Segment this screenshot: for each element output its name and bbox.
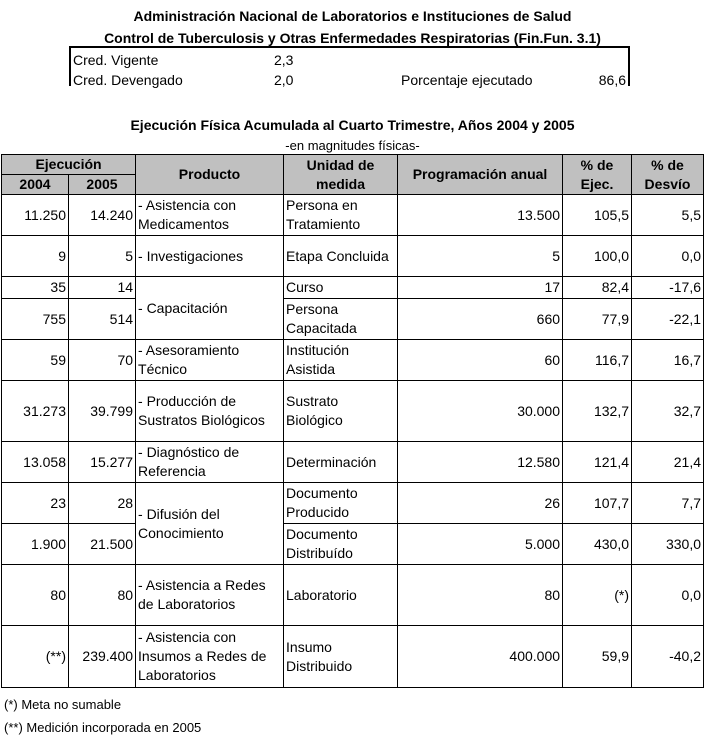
- cell-unidad: Insumo Distribuido: [284, 626, 398, 688]
- cell-producto: - Diagnóstico de Referencia: [136, 442, 284, 483]
- cell-2004: 13.058: [2, 442, 69, 483]
- credit-vigente-value: 2,3: [274, 52, 294, 68]
- cell-2005: 239.400: [69, 626, 136, 688]
- header-producto: Producto: [136, 155, 284, 195]
- cell-pct-ejec: 100,0: [563, 236, 632, 277]
- cell-programacion: 400.000: [398, 626, 563, 688]
- cell-pct-desvio: 0,0: [632, 236, 704, 277]
- cell-pct-desvio: 5,5: [632, 195, 704, 236]
- cell-pct-desvio: 0,0: [632, 565, 704, 626]
- cell-unidad: Curso: [284, 277, 398, 299]
- header-ejecucion: Ejecución: [2, 155, 136, 175]
- header-year-2005: 2005: [69, 175, 136, 195]
- cell-pct-ejec: 121,4: [563, 442, 632, 483]
- footnote-meta-no-sumable: (*) Meta no sumable: [4, 697, 122, 712]
- cell-producto: - Producción de Sustratos Biológicos: [136, 381, 284, 442]
- cell-producto: - Asistencia con Medicamentos: [136, 195, 284, 236]
- header-pct-ejec: % de Ejec.: [563, 155, 632, 195]
- cell-producto: - Capacitación: [136, 277, 284, 340]
- cell-pct-ejec: 59,9: [563, 626, 632, 688]
- cell-programacion: 660: [398, 299, 563, 340]
- cell-pct-ejec: 430,0: [563, 524, 632, 565]
- table-row: [2, 524, 704, 565]
- cell-programacion: 5.000: [398, 524, 563, 565]
- cell-2004: 80: [2, 565, 69, 626]
- credit-vigente-label: Cred. Vigente: [73, 52, 159, 68]
- cell-pct-ejec: 105,5: [563, 195, 632, 236]
- table-row: [2, 299, 704, 340]
- cell-pct-ejec: 132,7: [563, 381, 632, 442]
- cell-pct-desvio: -22,1: [632, 299, 704, 340]
- cell-2005: 70: [69, 340, 136, 381]
- cell-programacion: 60: [398, 340, 563, 381]
- cell-pct-desvio: 7,7: [632, 483, 704, 524]
- cell-2004: 1.900: [2, 524, 69, 565]
- section-subtitle: -en magnitudes físicas-: [285, 138, 420, 153]
- cell-pct-ejec: 107,7: [563, 483, 632, 524]
- cell-2004: 23: [2, 483, 69, 524]
- cell-2004: (**): [2, 626, 69, 688]
- table-row: [2, 236, 704, 277]
- cell-programacion: 5: [398, 236, 563, 277]
- cell-2005: 15.277: [69, 442, 136, 483]
- credit-devengado-row: [71, 70, 628, 90]
- cell-2004: 59: [2, 340, 69, 381]
- program-title: Control de Tuberculosis y Otras Enfermedades Respiratorias (Fin.Fun. 3.1): [104, 30, 601, 46]
- cell-pct-desvio: 21,4: [632, 442, 704, 483]
- cell-2005: 14.240: [69, 195, 136, 236]
- header-programacion: Programación anual: [398, 155, 563, 195]
- header-unidad: Unidad de medida: [284, 155, 398, 195]
- cell-2004: 9: [2, 236, 69, 277]
- cell-programacion: 26: [398, 483, 563, 524]
- table-row: [2, 195, 704, 236]
- cell-producto: - Difusión del Conocimiento: [136, 483, 284, 565]
- cell-2005: 514: [69, 299, 136, 340]
- execution-table: [1, 154, 704, 688]
- cell-2005: 80: [69, 565, 136, 626]
- cell-2005: 14: [69, 277, 136, 299]
- cell-producto: - Asistencia a Redes de Laboratorios: [136, 565, 284, 626]
- header-year-2004: 2004: [2, 175, 69, 195]
- cell-pct-ejec: 77,9: [563, 299, 632, 340]
- cell-unidad: Documento Distribuído: [284, 524, 398, 565]
- credits-box: [69, 46, 630, 86]
- section-title: Ejecución Física Acumulada al Cuarto Trimestre, Años 2004 y 2005: [130, 117, 575, 133]
- table-row: [2, 565, 704, 626]
- cell-unidad: Determinación: [284, 442, 398, 483]
- cell-programacion: 30.000: [398, 381, 563, 442]
- cell-pct-ejec: (*): [563, 565, 632, 626]
- cell-unidad: Institución Asistida: [284, 340, 398, 381]
- cell-unidad: Etapa Concluida: [284, 236, 398, 277]
- table-row: [2, 626, 704, 688]
- cell-2005: 21.500: [69, 524, 136, 565]
- cell-pct-desvio: 330,0: [632, 524, 704, 565]
- footnote-medicion-2005: (**) Medición incorporada en 2005: [4, 720, 202, 735]
- table-row: [2, 381, 704, 442]
- cell-unidad: Sustrato Biológico: [284, 381, 398, 442]
- cell-2005: 39.799: [69, 381, 136, 442]
- table-row: [2, 277, 704, 299]
- cell-pct-desvio: 16,7: [632, 340, 704, 381]
- table-row: [2, 483, 704, 524]
- cell-producto: - Asesoramiento Técnico: [136, 340, 284, 381]
- cell-pct-ejec: 116,7: [563, 340, 632, 381]
- cell-2004: 755: [2, 299, 69, 340]
- cell-producto: - Asistencia con Insumos a Redes de Laboratorios: [136, 626, 284, 688]
- cell-pct-desvio: -40,2: [632, 626, 704, 688]
- cell-unidad: Persona Capacitada: [284, 299, 398, 340]
- table-row: [2, 442, 704, 483]
- cell-producto: - Investigaciones: [136, 236, 284, 277]
- cell-pct-desvio: -17,6: [632, 277, 704, 299]
- credit-vigente-row: [71, 50, 628, 70]
- cell-2005: 28: [69, 483, 136, 524]
- percent-executed-label: Porcentaje ejecutado: [401, 72, 533, 88]
- cell-pct-ejec: 82,4: [563, 277, 632, 299]
- cell-unidad: Laboratorio: [284, 565, 398, 626]
- credit-devengado-value: 2,0: [274, 72, 294, 88]
- cell-programacion: 13.500: [398, 195, 563, 236]
- percent-executed-value: 86,6: [598, 72, 626, 88]
- header-pct-desvio: % de Desvío: [632, 155, 704, 195]
- cell-programacion: 80: [398, 565, 563, 626]
- cell-pct-desvio: 32,7: [632, 381, 704, 442]
- cell-2004: 35: [2, 277, 69, 299]
- table-row: [2, 340, 704, 381]
- header-row: [2, 155, 704, 175]
- cell-programacion: 17: [398, 277, 563, 299]
- credit-devengado-label: Cred. Devengado: [73, 72, 183, 88]
- cell-unidad: Persona en Tratamiento: [284, 195, 398, 236]
- cell-2005: 5: [69, 236, 136, 277]
- cell-unidad: Documento Producido: [284, 483, 398, 524]
- cell-2004: 11.250: [2, 195, 69, 236]
- cell-programacion: 12.580: [398, 442, 563, 483]
- cell-2004: 31.273: [2, 381, 69, 442]
- report-title: Administración Nacional de Laboratorios e Instituciones de Salud: [133, 8, 572, 24]
